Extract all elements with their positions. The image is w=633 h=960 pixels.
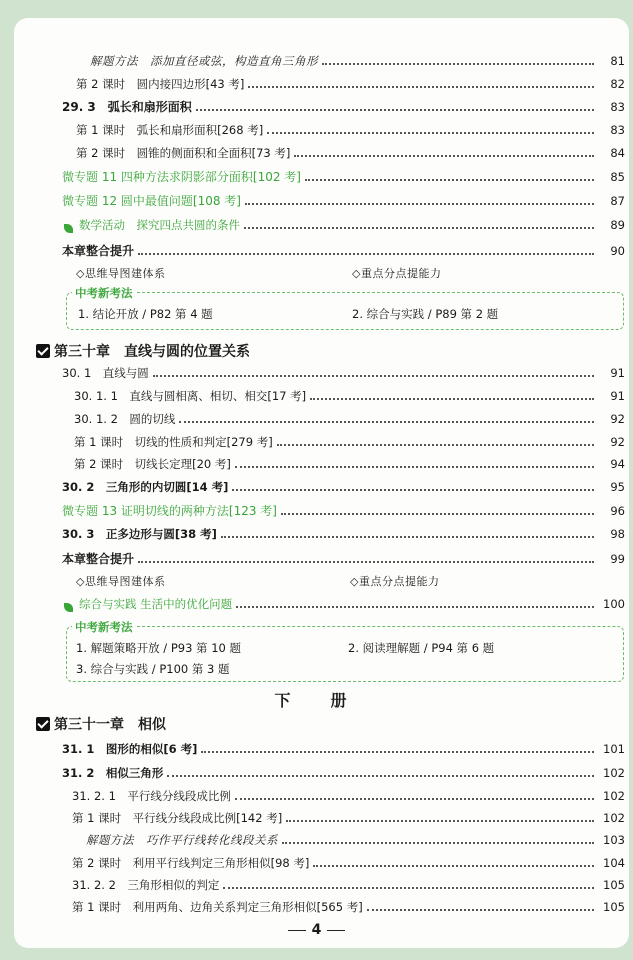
entry-page: 81 (610, 54, 625, 68)
new-exam-tag: 中考新考法 (72, 285, 136, 301)
entry-page: 99 (610, 552, 625, 566)
toc-entry-lesson[interactable] (72, 900, 625, 914)
leaf-icon (64, 224, 73, 233)
toc-entry-subsection[interactable] (74, 389, 625, 403)
toc-entry-subsection[interactable] (72, 878, 625, 892)
entry-title: 微专题 12 圆中最值问题[108 考] (62, 194, 241, 208)
toc-entry-lesson[interactable] (76, 123, 625, 137)
leader-dots (244, 227, 594, 229)
toc-entry-special-topic[interactable] (62, 504, 625, 518)
leader-dots (282, 842, 594, 844)
entry-page: 101 (603, 742, 625, 756)
entry-page: 85 (610, 170, 625, 184)
toc-entry-activity[interactable] (64, 218, 625, 232)
dash-right (327, 930, 345, 931)
leader-dots (245, 203, 594, 205)
leader-dots (235, 466, 594, 468)
toc-entry-section[interactable] (62, 480, 625, 494)
mindmap-label: ◇思维导图建体系 (76, 575, 166, 588)
new-exam-item[interactable]: 2. 综合与实践 / P89 第 2 题 (352, 307, 499, 321)
leader-dots (367, 909, 594, 911)
leader-dots (223, 887, 594, 889)
leader-dots (221, 536, 594, 538)
toc-entry-chapter-review[interactable] (62, 244, 625, 258)
entry-title: 31. 1 图形的相似[6 考] (62, 742, 198, 756)
volume-title: 下 册 (274, 691, 359, 710)
leader-dots (322, 63, 594, 65)
entry-title: 31. 2. 1 平行线分线段成比例 (72, 789, 231, 803)
new-exam-item[interactable]: 3. 综合与实践 / P100 第 3 题 (76, 662, 230, 676)
chapter-heading[interactable] (36, 341, 250, 361)
toc-entry-lesson[interactable] (74, 435, 625, 449)
entry-title: 30. 1 直线与圆 (62, 366, 149, 380)
entry-page: 91 (610, 389, 625, 403)
leader-dots (196, 109, 594, 111)
leader-dots (310, 398, 594, 400)
entry-page: 102 (603, 811, 625, 825)
toc-entry-lesson[interactable] (72, 811, 625, 825)
entry-title: 第 1 课时 利用两角、边角关系判定三角形相似[565 考] (72, 900, 363, 914)
toc-entry-subsection[interactable] (74, 412, 625, 426)
new-exam-tag: 中考新考法 (72, 619, 136, 635)
new-exam-item[interactable]: 1. 解题策略开放 / P93 第 10 题 (76, 641, 241, 655)
toc-entry-section[interactable] (62, 527, 625, 541)
leader-dots (286, 820, 594, 822)
entry-page: 95 (610, 480, 625, 494)
toc-entry-practice[interactable] (64, 597, 625, 611)
entry-title: 解题方法 添加直径或弦，构造直角三角形 (90, 54, 318, 68)
toc-entry-lesson[interactable] (72, 856, 625, 870)
toc-entry-lesson[interactable] (76, 146, 625, 160)
leader-dots (248, 86, 594, 88)
toc-entry-section[interactable] (62, 742, 625, 756)
entry-title: 本章整合提升 (62, 552, 135, 566)
entry-title: 第 2 课时 切线长定理[20 考] (74, 457, 231, 471)
chapter-heading[interactable] (36, 714, 166, 734)
page-number (0, 922, 633, 938)
entry-title: 30. 1. 1 直线与圆相离、相切、相交[17 考] (74, 389, 307, 403)
keypoints-label: ◇重点分点提能力 (350, 575, 440, 588)
entry-page: 98 (610, 527, 625, 541)
entry-title: 微专题 13 证明切线的两种方法[123 考] (62, 504, 277, 518)
entry-title: 29. 3 弧长和扇形面积 (62, 100, 192, 114)
entry-page: 83 (610, 100, 625, 114)
leader-dots (138, 561, 594, 563)
toc-entry-section[interactable] (62, 100, 625, 114)
chapter-title: 第三十一章 相似 (54, 717, 166, 733)
toc-entry-lesson[interactable] (74, 457, 625, 471)
entry-page: 94 (610, 457, 625, 471)
entry-page: 100 (603, 597, 625, 611)
entry-title: 本章整合提升 (62, 244, 135, 258)
toc-entry-section[interactable] (62, 366, 625, 380)
entry-title: 30. 1. 2 圆的切线 (74, 412, 176, 426)
entry-page: 104 (603, 856, 625, 870)
toc-entry-special-topic[interactable] (62, 194, 625, 208)
entry-page: 90 (610, 244, 625, 258)
entry-title: 31. 2 相似三角形 (62, 766, 164, 780)
entry-title: 30. 2 三角形的内切圆[14 考] (62, 480, 229, 494)
toc-entry-solving-method[interactable] (86, 833, 625, 847)
page-number-value: 4 (311, 922, 322, 938)
entry-page: 102 (603, 766, 625, 780)
keypoints-label: ◇重点分点提能力 (352, 267, 442, 280)
toc-entry-chapter-review[interactable] (62, 552, 625, 566)
entry-page: 84 (610, 146, 625, 160)
leader-dots (281, 513, 594, 515)
leader-dots (153, 375, 594, 377)
leader-dots (267, 132, 594, 134)
entry-title: 解题方法 巧作平行线转化线段关系 (86, 833, 278, 847)
toc-entry-lesson[interactable] (76, 77, 625, 91)
entry-title: 第 1 课时 平行线分线段成比例[142 考] (72, 811, 283, 825)
checkbox-icon (36, 717, 50, 731)
entry-title: 数学活动 探究四点共圆的条件 (79, 218, 240, 232)
leader-dots (294, 155, 594, 157)
leader-dots (313, 865, 594, 867)
leader-dots (235, 798, 594, 800)
toc-entry-special-topic[interactable] (62, 170, 625, 184)
leaf-icon (64, 603, 73, 612)
leader-dots (232, 489, 594, 491)
new-exam-item[interactable]: 1. 结论开放 / P82 第 4 题 (78, 307, 213, 321)
entry-title: 第 2 课时 圆内接四边形[43 考] (76, 77, 245, 91)
leader-dots (305, 179, 594, 181)
entry-page: 103 (603, 833, 625, 847)
leader-dots (201, 751, 594, 753)
entry-title: 综合与实践 生活中的优化问题 (79, 597, 233, 611)
checkbox-icon (36, 344, 50, 358)
toc-entry-section[interactable] (62, 766, 625, 780)
leader-dots (179, 421, 594, 423)
entry-page: 92 (610, 435, 625, 449)
entry-title: 30. 3 正多边形与圆[38 考] (62, 527, 217, 541)
entry-page: 105 (603, 900, 625, 914)
leader-dots (277, 444, 594, 446)
toc-entry-subsection[interactable] (72, 789, 625, 803)
leader-dots (167, 775, 594, 777)
leader-dots (236, 606, 594, 608)
entry-title: 第 2 课时 利用平行线判定三角形相似[98 考] (72, 856, 310, 870)
entry-title: 微专题 11 四种方法求阴影部分面积[102 考] (62, 170, 301, 184)
leader-dots (138, 253, 594, 255)
entry-page: 92 (610, 412, 625, 426)
entry-title: 第 1 课时 弧长和扇形面积[268 考] (76, 123, 264, 137)
entry-page: 105 (603, 878, 625, 892)
entry-page: 91 (610, 366, 625, 380)
entry-page: 83 (610, 123, 625, 137)
chapter-title: 第三十章 直线与圆的位置关系 (54, 344, 250, 360)
entry-title: 31. 2. 2 三角形相似的判定 (72, 878, 220, 892)
entry-page: 89 (610, 218, 625, 232)
entry-page: 102 (603, 789, 625, 803)
entry-title: 第 1 课时 切线的性质和判定[279 考] (74, 435, 273, 449)
entry-page: 96 (610, 504, 625, 518)
entry-page: 82 (610, 77, 625, 91)
dash-left (288, 930, 306, 931)
entry-page: 87 (610, 194, 625, 208)
mindmap-label: ◇思维导图建体系 (76, 267, 166, 280)
toc-entry-solving-method[interactable] (90, 54, 625, 68)
new-exam-item[interactable]: 2. 阅读理解题 / P94 第 6 题 (348, 641, 495, 655)
entry-title: 第 2 课时 圆锥的侧面积和全面积[73 考] (76, 146, 291, 160)
